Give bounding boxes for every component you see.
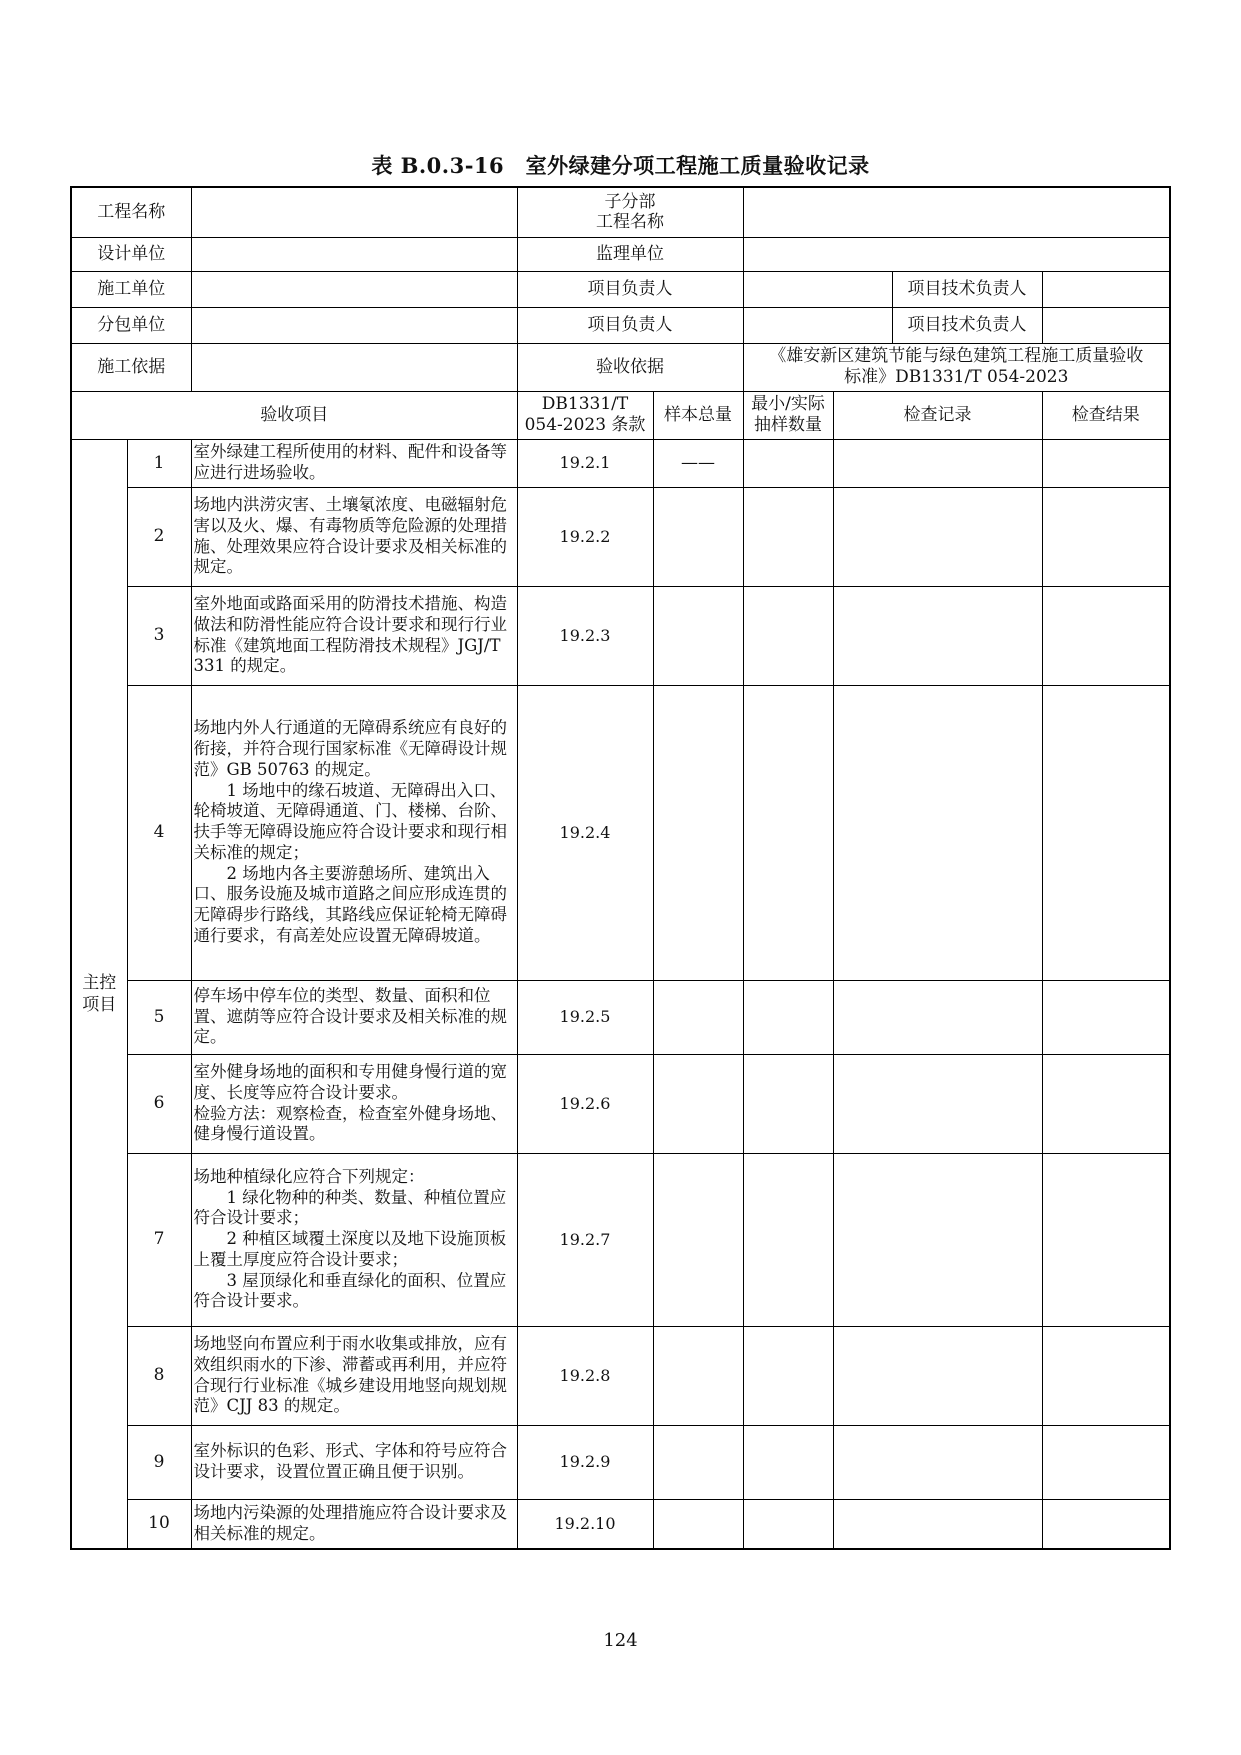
- item-min-actual-sample[interactable]: [743, 487, 833, 586]
- table-row: [71, 586, 1170, 685]
- project-manager-value-2[interactable]: [743, 307, 892, 343]
- item-check-result[interactable]: [1042, 1425, 1170, 1499]
- item-check-result[interactable]: [1042, 586, 1170, 685]
- col-record-header: 检查记录: [833, 391, 1042, 439]
- item-clause: 19.2.2: [517, 487, 653, 586]
- item-sample-total[interactable]: [653, 1326, 743, 1425]
- item-number: 10: [127, 1499, 191, 1549]
- item-check-record[interactable]: [833, 980, 1042, 1054]
- item-number: 5: [127, 980, 191, 1054]
- table-row: [71, 1153, 1170, 1326]
- item-sample-total[interactable]: [653, 586, 743, 685]
- item-sample-total[interactable]: [653, 685, 743, 980]
- item-number: 7: [127, 1153, 191, 1326]
- item-check-record[interactable]: [833, 1153, 1042, 1326]
- item-check-result[interactable]: [1042, 1054, 1170, 1153]
- item-check-result[interactable]: [1042, 487, 1170, 586]
- item-sample-total[interactable]: [653, 980, 743, 1054]
- tech-manager-value-2[interactable]: [1042, 307, 1170, 343]
- table-row: [71, 1326, 1170, 1425]
- item-clause: 19.2.7: [517, 1153, 653, 1326]
- table-row: [71, 487, 1170, 586]
- item-number: 3: [127, 586, 191, 685]
- item-check-result[interactable]: [1042, 1326, 1170, 1425]
- col-item-header: 验收项目: [71, 391, 517, 439]
- tech-manager-value[interactable]: [1042, 271, 1170, 307]
- design-unit-value[interactable]: [191, 237, 517, 271]
- item-sample-total[interactable]: [653, 1153, 743, 1326]
- item-min-actual-sample[interactable]: [743, 1153, 833, 1326]
- item-number: 8: [127, 1326, 191, 1425]
- item-check-record[interactable]: [833, 1499, 1042, 1549]
- item-check-record[interactable]: [833, 439, 1042, 487]
- item-clause: 19.2.10: [517, 1499, 653, 1549]
- design-unit-label: 设计单位: [71, 237, 191, 271]
- item-check-record[interactable]: [833, 1326, 1042, 1425]
- item-clause: 19.2.5: [517, 980, 653, 1054]
- item-check-record[interactable]: [833, 586, 1042, 685]
- item-number: 9: [127, 1425, 191, 1499]
- item-check-result[interactable]: [1042, 685, 1170, 980]
- item-sample-total[interactable]: [653, 1499, 743, 1549]
- item-clause: 19.2.4: [517, 685, 653, 980]
- supervision-unit-value[interactable]: [743, 237, 1170, 271]
- item-clause: 19.2.1: [517, 439, 653, 487]
- item-check-result[interactable]: [1042, 1499, 1170, 1549]
- table-row: [71, 439, 1170, 487]
- acceptance-basis-label: 验收依据: [517, 343, 743, 391]
- acceptance-basis-value: 《雄安新区建筑节能与绿色建筑工程施工质量验收 标准》DB1331/T 054-2023: [743, 343, 1170, 391]
- table-row: [71, 980, 1170, 1054]
- page-number: 124: [603, 1630, 638, 1651]
- item-check-record[interactable]: [833, 487, 1042, 586]
- item-sample-total[interactable]: [653, 1425, 743, 1499]
- item-min-actual-sample[interactable]: [743, 1425, 833, 1499]
- tech-manager-label-2: 项目技术负责人: [892, 307, 1042, 343]
- project-manager-value[interactable]: [743, 271, 892, 307]
- header-row-subcontract: [71, 307, 1170, 343]
- column-header-row: [71, 391, 1170, 439]
- col-min-actual-header: 最小/实际 抽样数量: [743, 391, 833, 439]
- item-check-record[interactable]: [833, 685, 1042, 980]
- document-title: 表 B.0.3-16 室外绿建分项工程施工质量验收记录: [371, 153, 870, 178]
- col-sample-total-header: 样本总量: [653, 391, 743, 439]
- table-row: [71, 1499, 1170, 1549]
- sub-project-label: 子分部 工程名称: [517, 187, 743, 237]
- col-clause-header: DB1331/T 054-2023 条款: [517, 391, 653, 439]
- item-min-actual-sample[interactable]: [743, 1054, 833, 1153]
- table-row: [71, 1054, 1170, 1153]
- item-clause: 19.2.8: [517, 1326, 653, 1425]
- supervision-unit-label: 监理单位: [517, 237, 743, 271]
- item-min-actual-sample[interactable]: [743, 685, 833, 980]
- project-name-value[interactable]: [191, 187, 517, 237]
- item-requirement: 场地种植绿化应符合下列规定： 1 绿化物种的种类、数量、种植位置应符合设计要求； 2 种植区域覆土深度以及地下设施顶板上覆土厚度应符合设计要求； 3 屋顶绿化和垂直绿化的面积、位置应符合设计要求。: [191, 1153, 517, 1326]
- header-row-design: [71, 237, 1170, 271]
- item-requirement: 场地内外人行通道的无障碍系统应有良好的衔接，并符合现行国家标准《无障碍设计规范》GB 50763 的规定。 1 场地中的缘石坡道、无障碍出入口、轮椅坡道、无障碍通道、门、楼梯、台阶、扶手等无障碍设施应符合设计要求和现行相关标准的规定； 2 场地内各主要游憩场所、建筑出入口、服务设施及城市道路之间应形成连贯的无障碍步行路线，其路线应保证轮椅无障碍通行要求，有高差处应设置无障碍坡道。: [191, 685, 517, 980]
- item-clause: 19.2.3: [517, 586, 653, 685]
- tech-manager-label: 项目技术负责人: [892, 271, 1042, 307]
- item-check-result[interactable]: [1042, 439, 1170, 487]
- subcontract-unit-label: 分包单位: [71, 307, 191, 343]
- item-check-record[interactable]: [833, 1425, 1042, 1499]
- item-number: 4: [127, 685, 191, 980]
- item-requirement: 室外地面或路面采用的防滑技术措施、构造做法和防滑性能应符合设计要求和现行行业标准《建筑地面工程防滑技术规程》JGJ/T 331 的规定。: [191, 586, 517, 685]
- project-manager-label-2: 项目负责人: [517, 307, 743, 343]
- col-result-header: 检查结果: [1042, 391, 1170, 439]
- item-min-actual-sample[interactable]: [743, 1499, 833, 1549]
- item-clause: 19.2.6: [517, 1054, 653, 1153]
- header-row-project: [71, 187, 1170, 237]
- item-check-record[interactable]: [833, 1054, 1042, 1153]
- item-min-actual-sample[interactable]: [743, 586, 833, 685]
- construction-unit-label: 施工单位: [71, 271, 191, 307]
- item-check-result[interactable]: [1042, 980, 1170, 1054]
- item-number: 2: [127, 487, 191, 586]
- sub-project-value[interactable]: [743, 187, 1170, 237]
- item-min-actual-sample[interactable]: [743, 1326, 833, 1425]
- item-sample-total[interactable]: [653, 487, 743, 586]
- item-min-actual-sample[interactable]: [743, 980, 833, 1054]
- acceptance-record-table: [70, 186, 1171, 1550]
- construction-unit-value[interactable]: [191, 271, 517, 307]
- item-requirement: 场地内洪涝灾害、土壤氡浓度、电磁辐射危害以及火、爆、有毒物质等危险源的处理措施、处理效果应符合设计要求及相关标准的规定。: [191, 487, 517, 586]
- item-requirement: 场地竖向布置应利于雨水收集或排放，应有效组织雨水的下渗、滞蓄或再利用，并应符合现行行业标准《城乡建设用地竖向规划规范》CJJ 83 的规定。: [191, 1326, 517, 1425]
- item-requirement: 室外健身场地的面积和专用健身慢行道的宽度、长度等应符合设计要求。 检验方法：观察检查，检查室外健身场地、健身慢行道设置。: [191, 1054, 517, 1153]
- subcontract-unit-value[interactable]: [191, 307, 517, 343]
- header-row-basis: [71, 343, 1170, 391]
- item-sample-total[interactable]: ——: [653, 439, 743, 487]
- item-clause: 19.2.9: [517, 1425, 653, 1499]
- table-row: [71, 1425, 1170, 1499]
- item-check-result[interactable]: [1042, 1153, 1170, 1326]
- table-row: [71, 685, 1170, 980]
- item-sample-total[interactable]: [653, 1054, 743, 1153]
- header-row-construction: [71, 271, 1170, 307]
- main-control-items-label: 主控 项目: [71, 439, 127, 1549]
- item-number: 6: [127, 1054, 191, 1153]
- item-requirement: 室外标识的色彩、形式、字体和符号应符合设计要求，设置位置正确且便于识别。: [191, 1425, 517, 1499]
- project-name-label: 工程名称: [71, 187, 191, 237]
- item-requirement: 室外绿建工程所使用的材料、配件和设备等应进行进场验收。: [191, 439, 517, 487]
- item-number: 1: [127, 439, 191, 487]
- construction-basis-label: 施工依据: [71, 343, 191, 391]
- item-requirement: 场地内污染源的处理措施应符合设计要求及相关标准的规定。: [191, 1499, 517, 1549]
- construction-basis-value[interactable]: [191, 343, 517, 391]
- item-min-actual-sample[interactable]: [743, 439, 833, 487]
- project-manager-label: 项目负责人: [517, 271, 743, 307]
- item-requirement: 停车场中停车位的类型、数量、面积和位置、遮荫等应符合设计要求及相关标准的规定。: [191, 980, 517, 1054]
